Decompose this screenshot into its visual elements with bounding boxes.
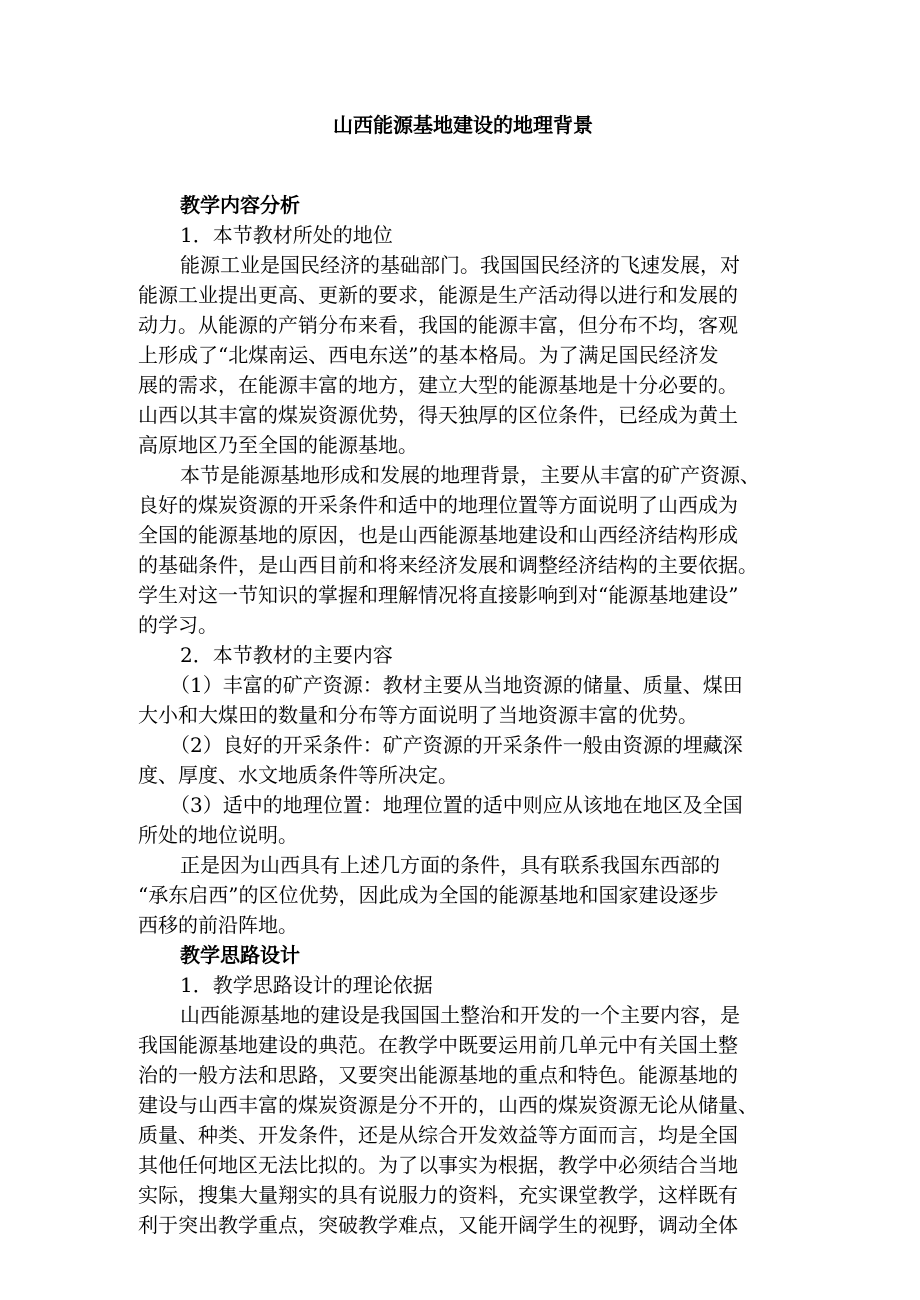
- text-line: 其他任何地区无法比拟的。为了以事实为根据，教学中必须结合当地: [138, 1153, 738, 1177]
- text-line: 西移的前沿阵地。: [138, 913, 298, 937]
- text-line: 我国能源基地建设的典范。在教学中既要运用前几单元中有关国土整: [138, 1033, 738, 1057]
- text-line: 的学习。: [138, 613, 218, 637]
- text-line: 全国的能源基地的原因，也是山西能源基地建设和山西经济结构形成: [138, 523, 738, 547]
- section-heading: 教学思路设计: [180, 943, 300, 967]
- text-line: 建设与山西丰富的煤炭资源是分不开的，山西的煤炭资源无论从储量、: [138, 1093, 758, 1117]
- text-line: （2）良好的开采条件：矿产资源的开采条件一般由资源的埋藏深: [170, 733, 743, 757]
- text-line: 大小和大煤田的数量和分布等方面说明了当地资源丰富的优势。: [138, 703, 698, 727]
- text-line: 学生对这一节知识的掌握和理解情况将直接影响到对“能源基地建设”: [138, 583, 739, 607]
- text-line: 能源工业是国民经济的基础部门。我国国民经济的飞速发展，对: [180, 253, 740, 277]
- text-line: 1．本节教材所处的地位: [180, 223, 393, 247]
- text-line: 山西以其丰富的煤炭资源优势，得天独厚的区位条件，已经成为黄土: [138, 403, 738, 427]
- text-line: （1）丰富的矿产资源：教材主要从当地资源的储量、质量、煤田: [170, 673, 743, 697]
- text-line: 上形成了“北煤南运、西电东送”的基本格局。为了满足国民经济发: [138, 343, 719, 367]
- text-line: 度、厚度、水文地质条件等所决定。: [138, 763, 458, 787]
- text-line: 展的需求，在能源丰富的地方，建立大型的能源基地是十分必要的。: [138, 373, 738, 397]
- text-line: 本节是能源基地形成和发展的地理背景，主要从丰富的矿产资源、: [180, 463, 760, 487]
- document-title: 山西能源基地建设的地理背景: [333, 113, 593, 137]
- text-line: （3）适中的地理位置：地理位置的适中则应从该地在地区及全国: [170, 793, 743, 817]
- text-line: 利于突出教学重点，突破教学难点，又能开阔学生的视野，调动全体: [138, 1213, 738, 1237]
- text-line: 良好的煤炭资源的开采条件和适中的地理位置等方面说明了山西成为: [138, 493, 738, 517]
- text-line: 山西能源基地的建设是我国国土整治和开发的一个主要内容，是: [180, 1003, 740, 1027]
- text-line: 2．本节教材的主要内容: [180, 643, 393, 667]
- text-line: 所处的地位说明。: [138, 823, 298, 847]
- document-body: [138, 190, 788, 1240]
- section-heading: 教学内容分析: [180, 193, 300, 217]
- text-line: “承东启西”的区位优势，因此成为全国的能源基地和国家建设逐步: [138, 883, 719, 907]
- text-line: 的基础条件，是山西目前和将来经济发展和调整经济结构的主要依据。: [138, 553, 758, 577]
- text-line: 治的一般方法和思路，又要突出能源基地的重点和特色。能源基地的: [138, 1063, 738, 1087]
- text-line: 1．教学思路设计的理论依据: [180, 973, 433, 997]
- text-line: 动力。从能源的产销分布来看，我国的能源丰富，但分布不均，客观: [138, 313, 738, 337]
- text-line: 能源工业提出更高、更新的要求，能源是生产活动得以进行和发展的: [138, 283, 738, 307]
- text-line: 实际，搜集大量翔实的具有说服力的资料，充实课堂教学，这样既有: [138, 1183, 738, 1207]
- text-line: 高原地区乃至全国的能源基地。: [138, 433, 418, 457]
- text-line: 正是因为山西具有上述几方面的条件，具有联系我国东西部的: [180, 853, 720, 877]
- text-line: 质量、种类、开发条件，还是从综合开发效益等方面而言，均是全国: [138, 1123, 738, 1147]
